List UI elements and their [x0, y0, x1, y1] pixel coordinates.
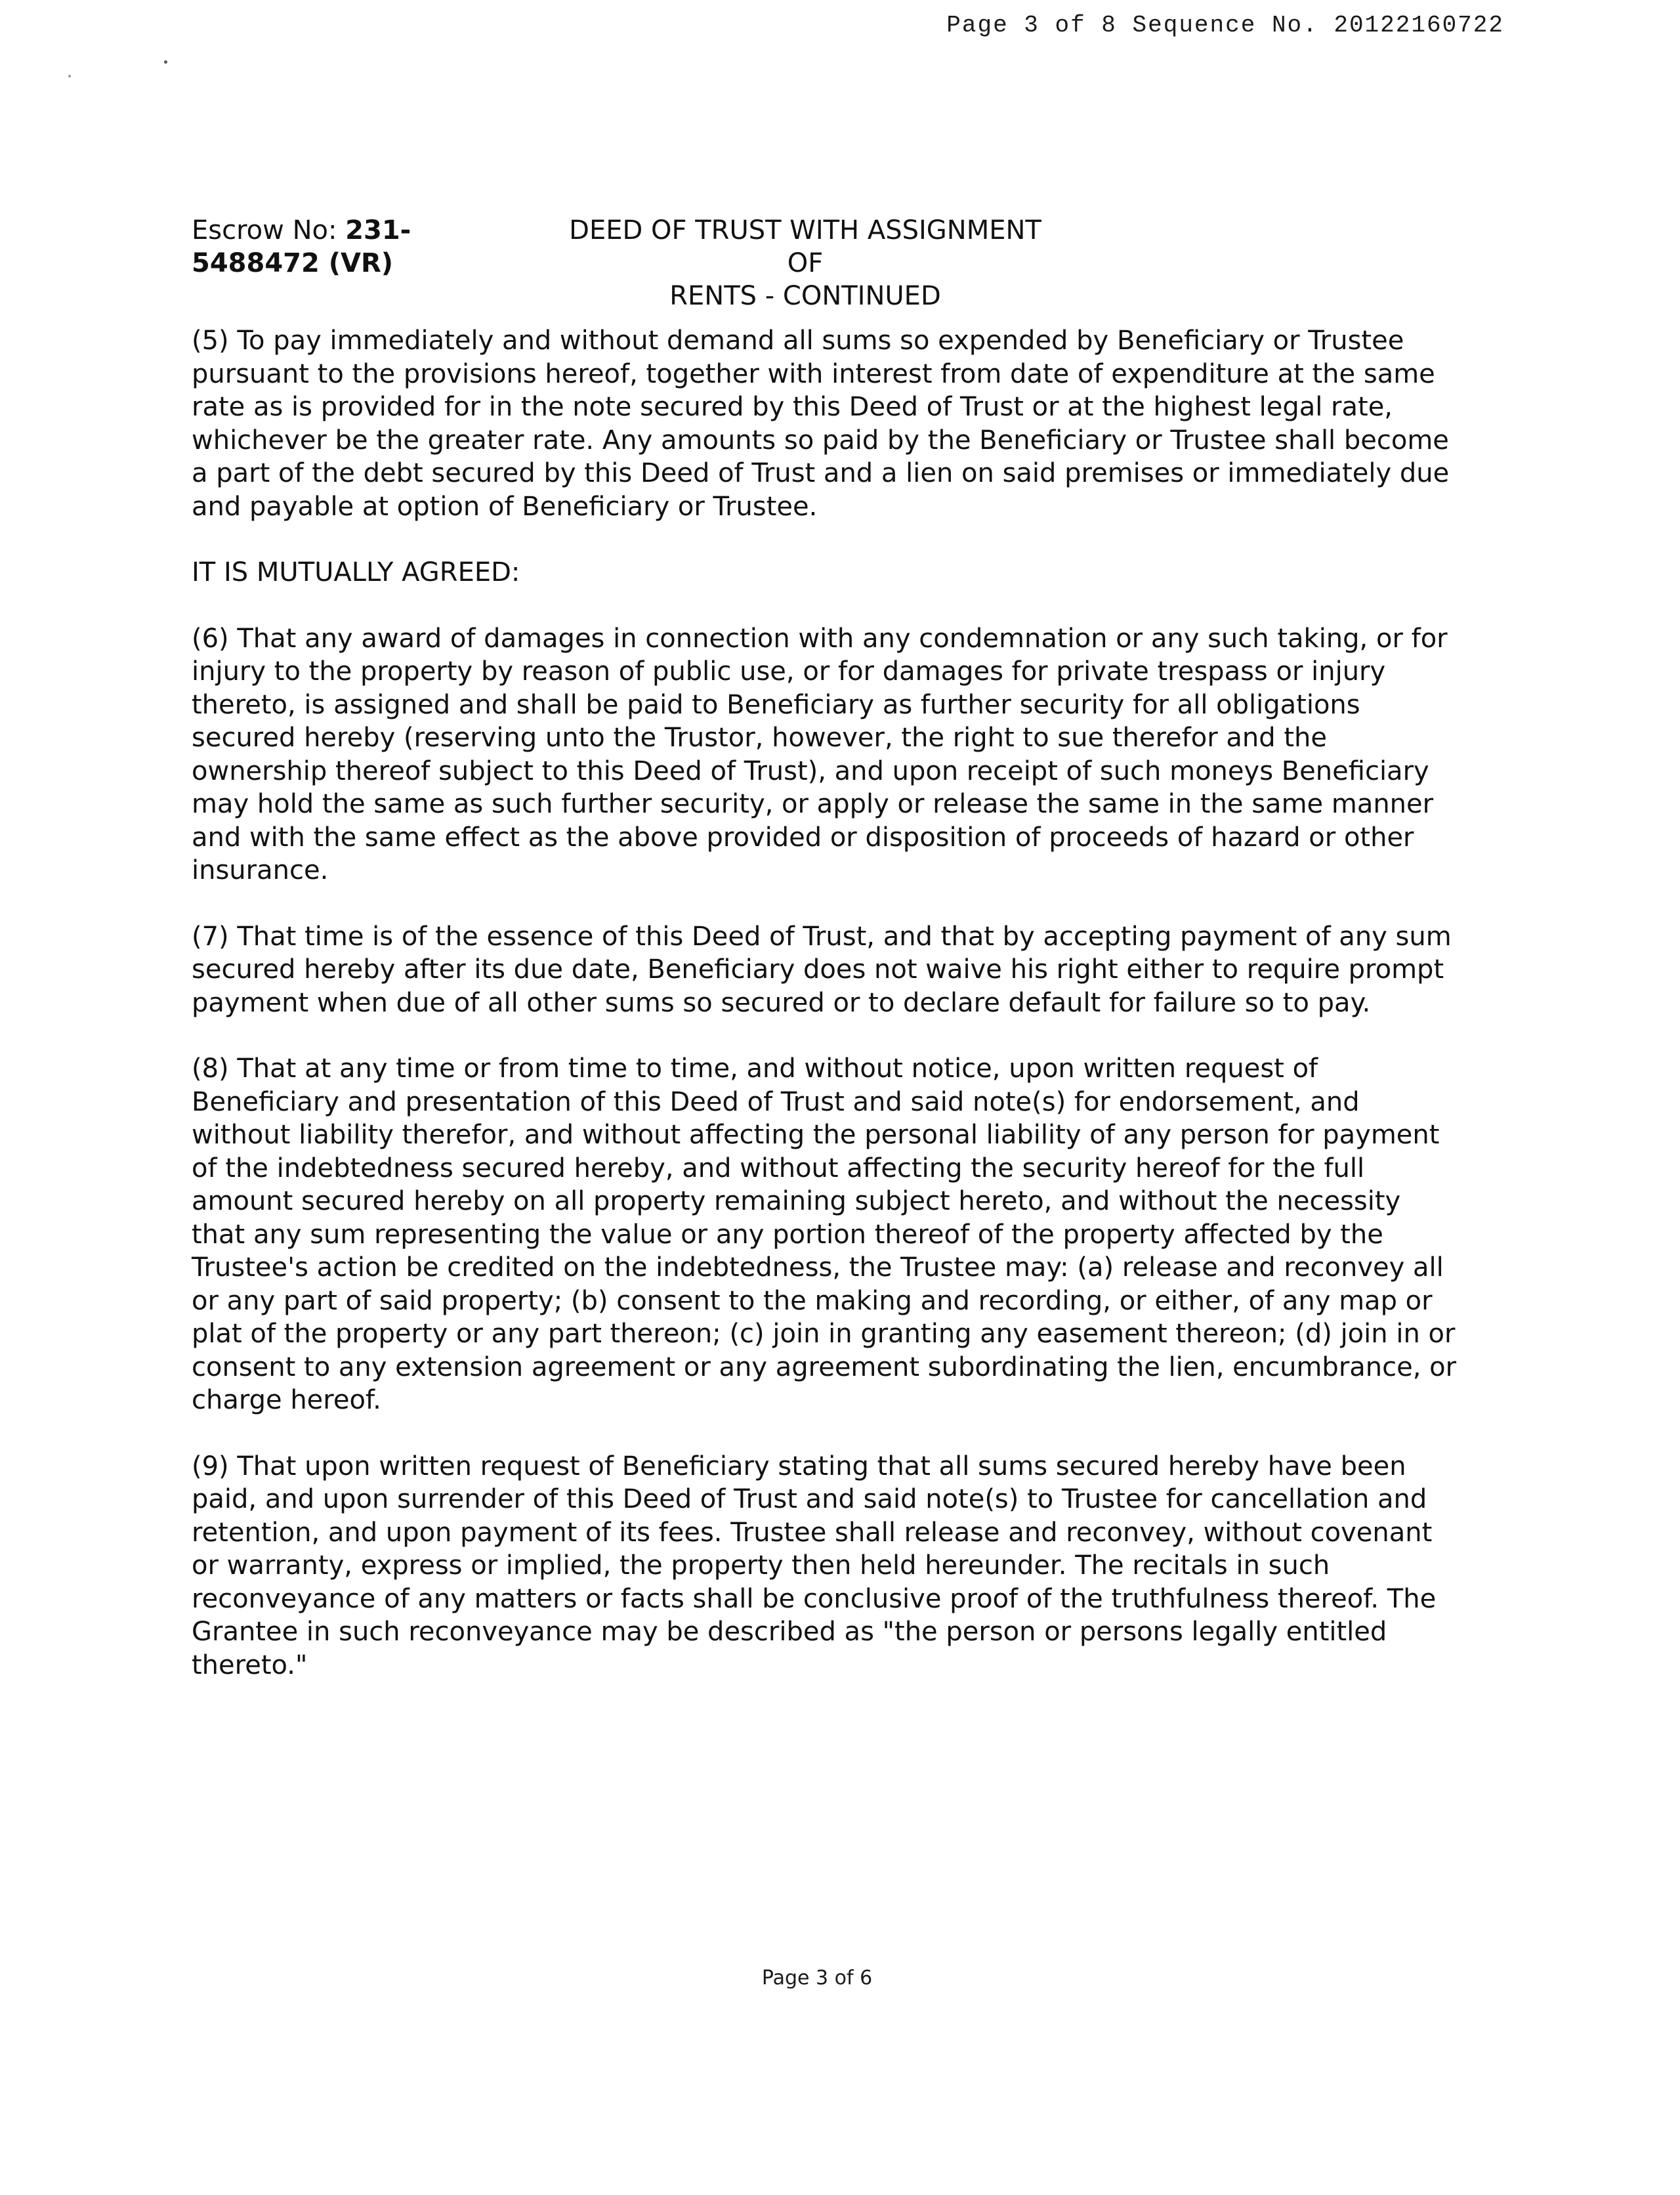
scan-speck	[68, 75, 71, 77]
document-header	[192, 214, 1452, 311]
paragraph-5: (5) To pay immediately and without demand all sums so expended by Beneficiary or Trustee pursuant to the provisions hereof, together with interest from date of expenditure at the same rate as is provided for in the note secured by this Deed of Trust or at the highest legal rate, whichever be the greater rate. Any amounts so paid by the Beneficiary or Trustee shall become a part of the debt secured by this Deed of Trust and a lien on said premises or immediately due and payable at option of Beneficiary or Trustee.	[192, 326, 1450, 522]
paragraph-9: (9) That upon written request of Beneficiary stating that all sums secured hereby have been paid, and upon surrender of this Deed of Trust and said note(s) to Trustee for cancellation and retention, and upon payment of its fees. Trustee shall release and reconvey, without covenant or warranty, express or implied, the property then held hereunder. The recitals in such reconveyance of any matters or facts shall be conclusive proof of the truthfulness thereof. The Grantee in such reconveyance may be described as "the person or persons legally entitled thereto."	[192, 1451, 1437, 1680]
paragraph-8: (8) That at any time or from time to time, and without notice, upon written request of Beneficiary and presentation of this Deed of Trust and said note(s) for endorsement, and without liability therefor, and without affecting the personal liability of any person for payment of the indebtedness secured hereby, and without affecting the security hereof for the full amount secured hereby on all property remaining subject hereto, and without the necessity that any sum representing the value or any portion thereof of the property affected by the Trustee's action be credited on the indebtedness, the Trustee may: (a) release and reconvey all or any part of said property; (b) consent to the making and recording, or either, of any map or plat of the property or any part thereon; (c) join in granting any easement thereon; (d) join in or consent to any extension agreement or any agreement subordinating the lien, encumbrance, or charge hereof.	[192, 1054, 1457, 1415]
mutually-agreed-heading: IT IS MUTUALLY AGREED:	[192, 557, 520, 587]
paragraph-7: (7) That time is of the essence of this Deed of Trust, and that by accepting payment of any sum secured hereby after its due date, Beneficiary does not waive his right either to require prompt payment when due of all other sums so secured or to declare default for failure so to pay.	[192, 921, 1452, 1018]
escrow-number	[192, 214, 454, 280]
page-stamp: Page 3 of 8 Sequence No. 20122160722	[946, 12, 1504, 39]
escrow-number-part1: 231-	[345, 215, 411, 245]
paragraph-6: (6) That any award of damages in connection with any condemnation or any such taking, or for injury to the property by reason of public use, or for damages for private trespass or injury thereto, is assigned and shall be paid to Beneficiary as further security for all obligations secured hereby (reserving unto the Trustor, however, the right to sue therefor and the ownership thereof subject to this Deed of Trust), and upon receipt of such moneys Beneficiary may hold the same as such further security, or apply or release the same in the same manner and with the same effect as the above provided or disposition of proceeds of hazard or other insurance.	[192, 623, 1448, 885]
document-body	[192, 324, 1458, 1715]
page-footer: Page 3 of 6	[761, 1967, 873, 1990]
escrow-label: Escrow No:	[192, 215, 337, 245]
title-line-2: RENTS - CONTINUED	[669, 281, 941, 311]
document-title	[559, 214, 1051, 312]
scan-speck	[164, 60, 167, 64]
title-line-1: DEED OF TRUST WITH ASSIGNMENT OF	[569, 215, 1041, 278]
escrow-number-part2: 5488472 (VR)	[192, 248, 394, 278]
